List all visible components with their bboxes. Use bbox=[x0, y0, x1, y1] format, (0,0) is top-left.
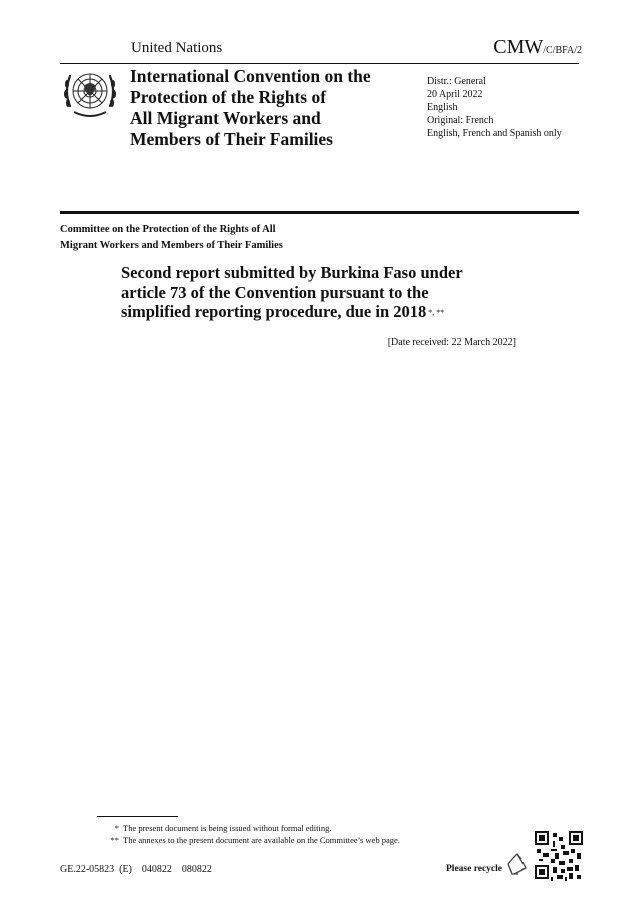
committee-name-line: Migrant Workers and Members of Their Families bbox=[60, 240, 283, 251]
report-title-line: article 73 of the Convention pursuant to the bbox=[121, 282, 429, 302]
footnotes bbox=[97, 822, 400, 846]
original-language: Original: French bbox=[427, 115, 494, 126]
committee-name-line: Committee on the Protection of the Rights of All bbox=[60, 224, 276, 235]
convention-title bbox=[130, 66, 400, 150]
document-symbol bbox=[493, 36, 582, 59]
document-language: English bbox=[427, 102, 458, 113]
qr-code-icon bbox=[535, 831, 583, 883]
issue-date: 20 April 2022 bbox=[427, 89, 483, 100]
distribution-status: Distr.: General bbox=[427, 76, 486, 87]
recycle-icon bbox=[504, 852, 530, 878]
symbol-suffix: /C/BFA/2 bbox=[543, 45, 582, 56]
footnote-text: The annexes to the present document are available on the Committee’s web page. bbox=[123, 835, 400, 845]
report-title bbox=[121, 263, 541, 323]
header-rule bbox=[60, 63, 579, 64]
footnote-text: The present document is being issued without formal editing. bbox=[123, 823, 332, 833]
available-languages: English, French and Spanish only bbox=[427, 128, 562, 139]
section-rule bbox=[60, 211, 579, 214]
please-recycle-label: Please recycle bbox=[446, 864, 502, 874]
document-number: GE.22-05823 (E) 040822 080822 bbox=[60, 864, 212, 875]
date-received: [Date received: 22 March 2022] bbox=[387, 337, 516, 348]
footnote bbox=[97, 822, 400, 834]
convention-title-line: Members of Their Families bbox=[130, 129, 333, 149]
footnote-rule bbox=[97, 816, 178, 817]
footnote-reference: *, ** bbox=[428, 308, 445, 317]
report-title-line: Second report submitted by Burkina Faso under bbox=[121, 263, 463, 282]
convention-title-line: International Convention on the bbox=[130, 66, 371, 86]
footnote-mark: ** bbox=[110, 835, 119, 845]
convention-title-line: Protection of the Rights of bbox=[130, 87, 327, 107]
symbol-main: CMW bbox=[493, 36, 544, 58]
convention-title-line: All Migrant Workers and bbox=[130, 108, 321, 128]
footnote bbox=[97, 834, 400, 846]
report-title-line bbox=[121, 302, 541, 323]
distribution-block bbox=[427, 75, 562, 140]
committee-name bbox=[60, 222, 283, 254]
organization-name: United Nations bbox=[131, 40, 223, 56]
footnote-mark: * bbox=[114, 823, 119, 833]
un-emblem-icon bbox=[60, 66, 120, 122]
report-title-line-text: simplified reporting procedure, due in 2018 bbox=[121, 302, 427, 321]
